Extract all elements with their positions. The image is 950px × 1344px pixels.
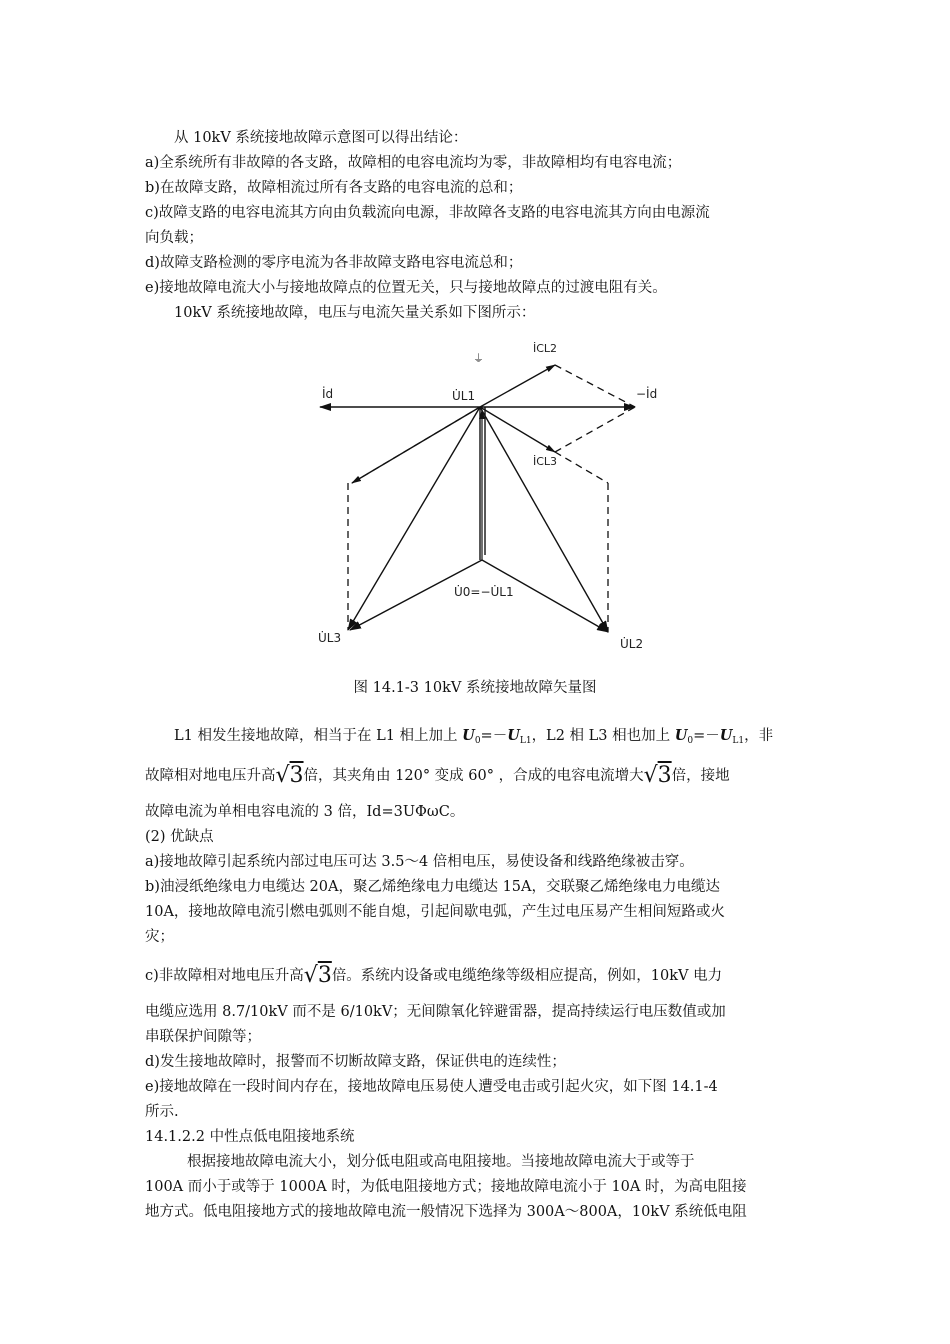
figure-caption: 图 14.1-3 10kV 系统接地故障矢量图 <box>353 680 597 696</box>
text-line: a)接地故障引起系统内部过电压可达 3.5～4 倍相电压，易使设备和线路绝缘被击穿。 <box>145 854 694 870</box>
dash-line <box>555 452 608 483</box>
label-icl2: İCL2 <box>533 342 558 355</box>
text-line: 向负载； <box>145 230 203 246</box>
text-line: 根据接地故障电流大小，划分低电阻或高电阻接地。当接地故障电流大于或等于 <box>187 1154 695 1170</box>
text-line: 从 10kV 系统接地故障示意图可以得出结论： <box>174 130 468 146</box>
text-line: c)非故障相对地电压升高√3倍。系统内设备或电缆绝缘等级相应提高，例如，10kV 电力 <box>145 963 723 988</box>
label-ul1: U̇L1 <box>452 389 476 403</box>
text-line: L1 相发生接地故障，相当于在 L1 相上加上 $U_0=-U_{L1}$，L2 相 L3 相也加上 $U_0=-U_{L1}$，非 <box>174 727 774 746</box>
text-line: b)油浸纸绝缘电力电缆达 20A，聚乙烯绝缘电力电缆达 15A，交联聚乙烯绝缘电力电缆达 <box>145 879 720 895</box>
dash-line <box>555 365 635 407</box>
text-line: 10kV 系统接地故障，电压与电流矢量关系如下图所示： <box>174 305 536 321</box>
vector-diagram <box>300 330 680 660</box>
text-line: 所示. <box>145 1104 179 1120</box>
icl2-vector <box>480 365 555 407</box>
text-line: 串联保护间隙等； <box>145 1029 261 1045</box>
text-line: (2) 优缺点 <box>145 829 214 845</box>
text-line: 故障相对地电压升高√3倍，其夹角由 120° 变成 60° ，合成的电容电流增大√3倍，接地 <box>145 763 730 788</box>
label-ul2: U̇L2 <box>620 637 644 651</box>
text-line: c)故障支路的电容电流其方向由负载流向电源，非故障各支路的电容电流其方向由电源流 <box>145 205 710 221</box>
text-line: 地方式。低电阻接地方式的接地故障电流一般情况下选择为 300A～800A，10kV 系统低电阻 <box>145 1204 747 1220</box>
label-u0: U̇0=−U̇L1 <box>454 585 514 599</box>
dash-line <box>555 407 635 452</box>
section-heading: 14.1.2.2 中性点低电阻接地系统 <box>145 1129 355 1145</box>
text-line: 100A 而小于或等于 1000A 时，为低电阻接地方式；接地故障电流小于 10A 时，为高电阻接 <box>145 1179 747 1195</box>
text-line: e)接地故障电流大小与接地故障点的位置无关，只与接地故障点的过渡电阻有关。 <box>145 280 667 296</box>
label-icl3: İCL3 <box>533 455 558 468</box>
label-neg-id: −İd <box>636 387 658 401</box>
icl3-vector <box>480 407 555 452</box>
text-line: 故障电流为单相电容电流的 3 倍，Id=3UΦωC。 <box>145 804 465 820</box>
label-ul3: U̇L3 <box>318 631 342 645</box>
text-line: b)在故障支路，故障相流过所有各支路的电容电流的总和； <box>145 180 523 196</box>
text-line: 灾； <box>145 929 174 945</box>
ground-icon: ⏚ <box>473 352 484 365</box>
text-line: d)故障支路检测的零序电流为各非故障支路电容电流总和； <box>145 255 523 271</box>
text-line: e)接地故障在一段时间内存在，接地故障电压易使人遭受电击或引起火灾，如下图 14.1-4 <box>145 1079 718 1095</box>
text-line: d)发生接地故障时，报警而不切断故障支路，保证供电的连续性； <box>145 1054 566 1070</box>
text-line: 电缆应选用 8.7/10kV 而不是 6/10kV；无间隙氧化锌避雷器，提高持续运行电压数值或加 <box>145 1004 726 1020</box>
text-line: a)全系统所有非故障的各支路，故障相的电容电流均为零，非故障相均有电容电流； <box>145 155 682 171</box>
text-line: 10A，接地故障电流引燃电弧则不能自熄，引起间歇电弧，产生过电压易产生相间短路或火 <box>145 904 725 920</box>
label-id: İd <box>322 387 334 401</box>
